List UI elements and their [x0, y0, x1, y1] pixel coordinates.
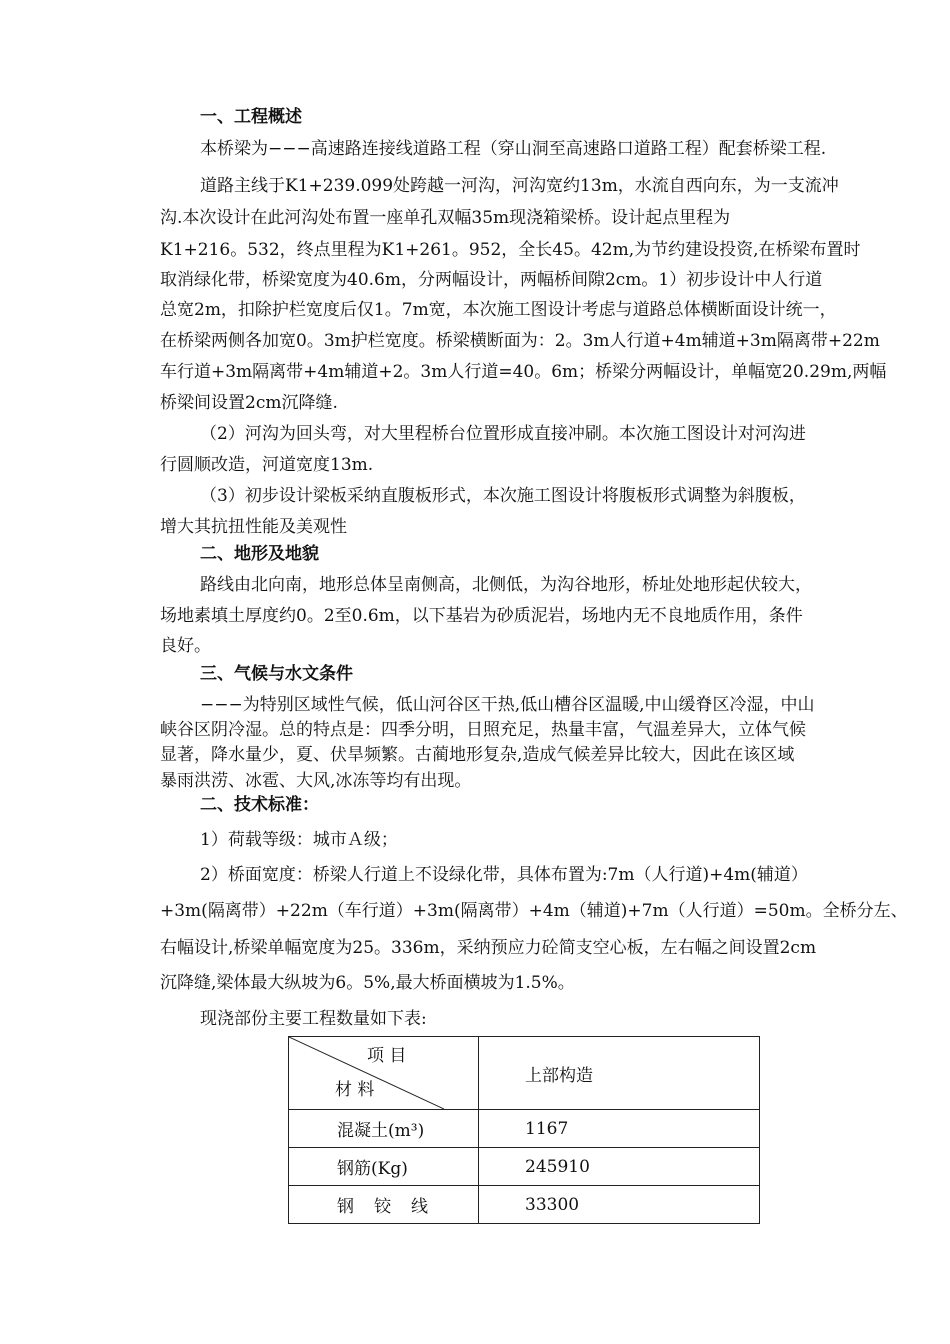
paragraph-line: 本桥梁为−−−高速路连接线道路工程（穿山洞至高速路口道路工程）配套桥梁工程. — [200, 139, 827, 159]
paragraph-line: 峡谷区阴冷湿。总的特点是：四季分明，日照充足，热量丰富，气温差异大，立体气候 — [160, 720, 806, 740]
header-material-label: 材 料 — [335, 1080, 375, 1100]
quantity-table — [288, 1036, 760, 1224]
paragraph-line: 沉降缝,梁体最大纵坡为6。5%,最大桥面横坡为1.5%。 — [160, 973, 575, 993]
paragraph-line: 在桥梁两侧各加宽0。3m护栏宽度。桥梁横断面为：2。3m人行道+4m辅道+3m隔离带+22m — [160, 331, 880, 351]
row-value: 1167 — [479, 1110, 760, 1148]
table-row — [289, 1186, 760, 1224]
section-title-standards: 二、技术标准： — [200, 795, 319, 815]
row-name: 钢铰线 — [289, 1186, 479, 1224]
paragraph-line: 1）荷载等级：城市Ａ级； — [200, 830, 398, 850]
paragraph-line: 桥梁间设置2cm沉降缝. — [160, 393, 338, 413]
paragraph-line: （3）初步设计梁板采纳直腹板形式，本次施工图设计将腹板形式调整为斜腹板， — [200, 486, 806, 506]
row-name: 钢筋(Kg) — [289, 1148, 479, 1186]
paragraph-line: 暴雨洪涝、冰雹、大风,冰冻等均有出现。 — [160, 771, 472, 791]
row-value: 245910 — [479, 1148, 760, 1186]
paragraph-line: K1+216。532，终点里程为K1+261。952，全长45。42m,为节约建设投资,在桥梁布置时 — [160, 240, 861, 260]
paragraph-line: 增大其抗扭性能及美观性 — [160, 517, 347, 537]
paragraph-line: 显著，降水量少，夏、伏旱频繁。古蔺地形复杂,造成气候差异比较大，因此在该区域 — [160, 745, 795, 765]
diagonal-header-cell — [289, 1037, 479, 1110]
header-item-label: 项 目 — [367, 1046, 407, 1066]
table-caption: 现浇部份主要工程数量如下表: — [200, 1009, 427, 1029]
paragraph-line: −−−为特别区域性气候，低山河谷区干热,低山槽谷区温暖,中山缓脊区冷湿，中山 — [200, 695, 815, 715]
paragraph-line: 取消绿化带，桥梁宽度为40.6m，分两幅设计，两幅桥间隙2cm。1）初步设计中人行道 — [160, 270, 823, 290]
table-row — [289, 1110, 760, 1148]
paragraph-line: 沟.本次设计在此河沟处布置一座单孔双幅35m现浇箱梁桥。设计起点里程为 — [160, 208, 731, 228]
paragraph-line: 路线由北向南，地形总体呈南侧高，北侧低，为沟谷地形，桥址处地形起伏较大， — [200, 575, 812, 595]
row-name: 混凝土(m³) — [289, 1110, 479, 1148]
section-title-overview: 一、工程概述 — [200, 107, 302, 127]
paragraph-line: 2）桥面宽度：桥梁人行道上不设绿化带，具体布置为:7m（人行道)+4m(辅道） — [200, 865, 808, 885]
paragraph-line: 行圆顺改造，河道宽度13m. — [160, 455, 374, 475]
section-title-climate: 三、气候与水文条件 — [200, 664, 353, 684]
section-title-terrain: 二、地形及地貌 — [200, 544, 319, 564]
table-header-row — [289, 1037, 760, 1110]
header-superstructure: 上部构造 — [479, 1037, 760, 1110]
paragraph-line: （2）河沟为回头弯，对大里程桥台位置形成直接冲刷。本次施工图设计对河沟进 — [200, 424, 806, 444]
table-row — [289, 1148, 760, 1186]
paragraph-line: 良好。 — [160, 636, 211, 656]
paragraph-line: 总宽2m，扣除护栏宽度后仅1。7m宽，本次施工图设计考虑与道路总体横断面设计统一， — [160, 300, 837, 320]
paragraph-line: +3m(隔离带）+22m（车行道）+3m(隔离带）+4m（辅道)+7m（人行道）=50m。全桥分左、 — [160, 901, 908, 921]
paragraph-line: 道路主线于K1+239.099处跨越一河沟，河沟宽约13m，水流自西向东，为一支流冲 — [200, 176, 839, 196]
paragraph-line: 场地素填土厚度约0。2至0.6m，以下基岩为砂质泥岩，场地内无不良地质作用，条件 — [160, 606, 803, 626]
paragraph-line: 右幅设计,桥梁单幅宽度为25。336m，采纳预应力砼简支空心板，左右幅之间设置2cm — [160, 938, 817, 958]
row-value: 33300 — [479, 1186, 760, 1224]
paragraph-line: 车行道+3m隔离带+4m辅道+2。3m人行道=40。6m；桥梁分两幅设计，单幅宽20.29m,两幅 — [160, 362, 887, 382]
